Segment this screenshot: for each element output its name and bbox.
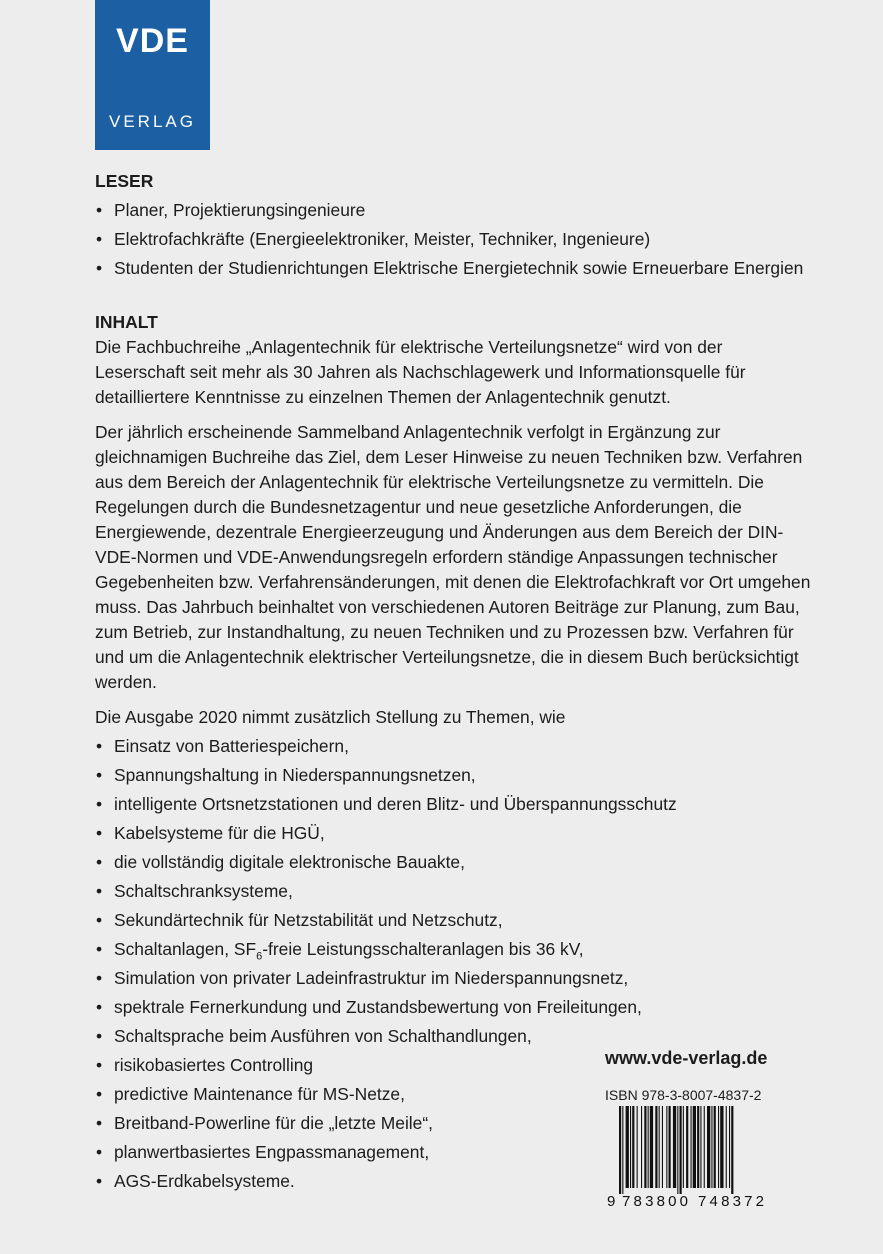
barcode-bar [697,1106,699,1188]
barcode-bar [686,1106,688,1188]
topic-item: • Spannungshaltung in Niederspannungsnetzen, [95,761,815,790]
leser-heading: LESER [95,171,154,191]
barcode-digits-right: 748372 [698,1193,764,1210]
barcode-bar [714,1106,716,1188]
bullet-icon: • [96,1055,103,1075]
bullet-icon: • [96,1171,103,1191]
barcode-bar [619,1106,621,1194]
topic-item: • risikobasiertes Controlling [95,1051,815,1080]
barcode-bar [650,1106,653,1188]
barcode-bar [683,1106,684,1188]
topic-item: • Kabelsysteme für die HGÜ, [95,819,815,848]
barcode-bar [648,1106,649,1188]
isbn-barcode [605,1087,773,1212]
leser-list [95,198,815,281]
barcode-bar [641,1106,642,1188]
barcode-bar [726,1106,727,1188]
topic-item: • spektrale Fernerkundung und Zustandsbewertung von Freileitungen, [95,993,815,1022]
barcode-bar [691,1106,692,1188]
barcode-bar [669,1106,671,1188]
topic-item: • AGS-Erdkabelsysteme. [95,1167,815,1196]
sf6-suffix: -freie Leistungsschalteranlagen bis 36 kV, [262,939,584,959]
logo-vde-text: VDE [116,22,189,60]
topic-item: • Sekundärtechnik für Netzstabilität und Netzschutz, [95,906,815,935]
barcode-graphic [605,1106,773,1211]
isbn-label: ISBN 978-3-8007-4837-2 [605,1087,762,1103]
barcode-bar [666,1106,667,1188]
barcode-bar [718,1106,719,1188]
barcode-bar [680,1106,682,1194]
bullet-icon: • [96,1142,103,1162]
barcode-bar [622,1106,623,1194]
bullet-icon: • [96,258,103,278]
inhalt-paragraph-2: Der jährlich erscheinende Sammelband Anlagentechnik verfolgt in Ergänzung zur gleichnamigen Buchreihe das Ziel, dem Leser Hinweise zu neuen Techniken bzw. Verfahren aus dem Bereich der Anlagentechnik für elektrische Verteilungsnetze zu vermitteln. Die Regelungen durch die Bundesnetzagentur und neue gesetzliche Anforderungen, die Energiewende, dezentrale Energieerzeugung und Änderungen aus dem Bereich der DIN-VDE-Normen und VDE-Anwendungsregeln erfordern ständige Anpassungen technischer Gegebenheiten bzw. Verfahrensänderungen, mit denen die Elektrofachkraft vor Ort umgehen muss. Das Jahrbuch beinhaltet von verschiedenen Autoren Beiträge zur Planung, zum Bau, zum Betrieb, zur Instandhaltung, zu neuen Techniken und zu Prozessen bzw. Verfahren für und um die Anlagentechnik elektrischer Verteilungsnetze, die in diesem Buch berücksichtigt werden. [95,422,811,692]
bullet-icon: • [96,881,103,901]
barcode-bar [673,1106,676,1188]
vde-verlag-logo [95,0,210,150]
bullet-icon: • [96,1026,103,1046]
barcode-bar [632,1106,634,1188]
barcode-bar [644,1106,646,1188]
barcode-bar [700,1106,701,1188]
barcode-bar [704,1106,705,1188]
bullet-icon: • [96,910,103,930]
topic-item: • Einsatz von Batteriespeichern, [95,732,815,761]
barcode-bar [731,1106,733,1194]
bullet-icon: • [96,968,103,988]
bullet-icon: • [96,229,103,249]
barcode-bar [711,1106,712,1188]
leser-item: • Planer, Projektierungsingenieure [95,198,815,223]
barcode-bar [662,1106,663,1188]
logo-verlag-text: VERLAG [109,112,196,131]
sf6-subscript: 6 [256,950,263,963]
barcode-bar [707,1106,710,1188]
barcode-bar [630,1106,631,1188]
leser-item: • Elektrofachkräfte (Energieelektroniker, Meister, Techniker, Ingenieure) [95,227,815,252]
bullet-icon: • [96,794,103,814]
leser-item: • Studenten der Studienrichtungen Elektrische Energietechnik sowie Erneuerbare Energien [95,256,815,281]
barcode-digit-first: 9 [607,1193,616,1210]
barcode-bar [655,1106,657,1188]
barcode-bar [677,1106,678,1194]
bullet-icon: • [96,765,103,785]
topic-item: • Schaltsprache beim Ausführen von Schalthandlungen, [95,1022,815,1051]
back-cover-text [95,170,815,1196]
barcode-bar [637,1106,638,1188]
topic-item: • Schaltschranksysteme, [95,877,815,906]
topic-item: • die vollständig digitale elektronische Bauakte, [95,848,815,877]
topic-item: • Breitband-Powerline für die „letzte Meile“, [95,1109,815,1138]
bullet-icon: • [96,1084,103,1104]
bullet-icon: • [96,939,103,959]
barcode-digits-left: 783800 [622,1193,688,1210]
publisher-website[interactable]: www.vde-verlag.de [605,1048,768,1068]
bullet-icon: • [96,823,103,843]
bullet-icon: • [96,1113,103,1133]
topic-item: • intelligente Ortsnetzstationen und deren Blitz- und Überspannungsschutz [95,790,815,819]
barcode-bar [659,1106,660,1188]
inhalt-paragraph-1: Die Fachbuchreihe „Anlagentechnik für elektrische Verteilungsnetze“ wird von der Leserschaft seit mehr als 30 Jahren als Nachschlagewerk und Informationsquelle für detailliertere Kenntnisse zu einzelnen Themen der Anlagentechnik genutzt. [95,337,746,407]
inhalt-paragraph-3: Die Ausgabe 2020 nimmt zusätzlich Stellung zu Themen, wie [95,707,566,727]
topic-item: • predictive Maintenance für MS-Netze, [95,1080,815,1109]
topic-item: • planwertbasiertes Engpassmanagement, [95,1138,815,1167]
barcode-bar [626,1106,629,1188]
barcode-bar [720,1106,723,1188]
inhalt-heading: INHALT [95,312,158,332]
barcode-bar [693,1106,696,1188]
topic-item: • Simulation von privater Ladeinfrastruktur im Niederspannungsnetz, [95,964,815,993]
bullet-icon: • [96,852,103,872]
bullet-icon: • [96,736,103,756]
bullet-icon: • [96,200,103,220]
barcode-bar [729,1106,730,1188]
topic-item: • Schaltanlagen, $SF_6$-freie Leistungsschalteranlagen bis 36 kV, [95,935,815,964]
bullet-icon: • [96,997,103,1017]
